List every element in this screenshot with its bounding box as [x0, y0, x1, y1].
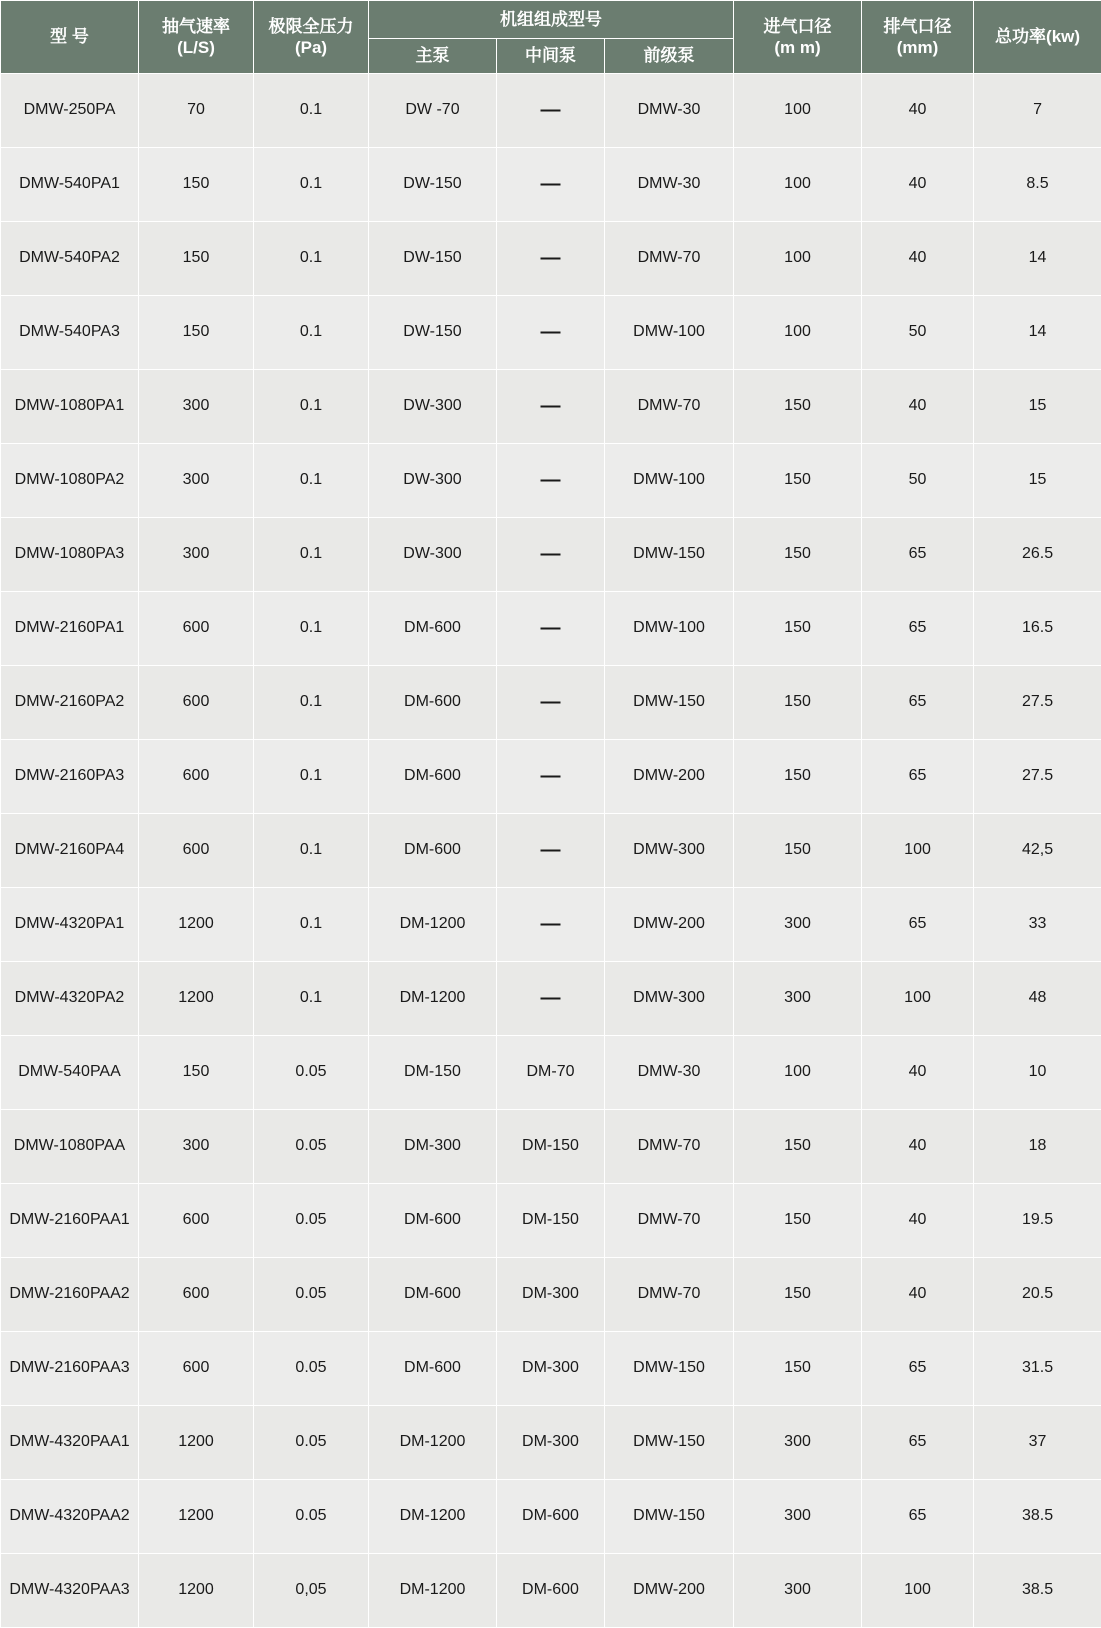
cell-inlet-diameter: 150: [734, 443, 862, 517]
cell-inlet-diameter: 100: [734, 221, 862, 295]
cell-main-pump: DM-600: [369, 1257, 497, 1331]
cell-ultimate-pressure: 0.1: [254, 443, 369, 517]
cell-outlet-diameter: 40: [862, 147, 974, 221]
cell-inlet-diameter: 150: [734, 813, 862, 887]
cell-model: DMW-2160PAA3: [1, 1331, 139, 1405]
cell-total-power: 27.5: [974, 665, 1101, 739]
cell-total-power: 14: [974, 295, 1101, 369]
cell-fore-pump: DMW-200: [605, 739, 734, 813]
cell-intermediate-pump: DM-70: [497, 1035, 605, 1109]
cell-ultimate-pressure: 0.05: [254, 1331, 369, 1405]
cell-outlet-diameter: 100: [862, 961, 974, 1035]
cell-pumping-speed: 1200: [139, 961, 254, 1035]
cell-main-pump: DM-600: [369, 591, 497, 665]
cell-pumping-speed: 600: [139, 665, 254, 739]
cell-inlet-diameter: 300: [734, 1405, 862, 1479]
cell-model: DMW-1080PA1: [1, 369, 139, 443]
cell-outlet-diameter: 65: [862, 517, 974, 591]
cell-outlet-diameter: 40: [862, 221, 974, 295]
cell-ultimate-pressure: 0.1: [254, 369, 369, 443]
cell-total-power: 8.5: [974, 147, 1101, 221]
table-row: [1, 517, 1101, 591]
cell-outlet-diameter: 65: [862, 739, 974, 813]
cell-outlet-diameter: 40: [862, 1109, 974, 1183]
cell-pumping-speed: 150: [139, 295, 254, 369]
cell-ultimate-pressure: 0.1: [254, 517, 369, 591]
cell-main-pump: DM-1200: [369, 1553, 497, 1627]
cell-ultimate-pressure: 0,05: [254, 1553, 369, 1627]
cell-main-pump: DM-600: [369, 1331, 497, 1405]
cell-outlet-diameter: 50: [862, 295, 974, 369]
table-body: [1, 73, 1101, 1627]
table-header: [1, 1, 1101, 74]
cell-ultimate-pressure: 0.05: [254, 1109, 369, 1183]
cell-main-pump: DM-1200: [369, 1479, 497, 1553]
table-row: [1, 961, 1101, 1035]
cell-total-power: 26.5: [974, 517, 1101, 591]
cell-ultimate-pressure: 0.1: [254, 665, 369, 739]
cell-intermediate-pump: —: [497, 739, 605, 813]
cell-inlet-diameter: 300: [734, 1479, 862, 1553]
cell-main-pump: DM-1200: [369, 961, 497, 1035]
cell-intermediate-pump: —: [497, 147, 605, 221]
cell-main-pump: DW-150: [369, 221, 497, 295]
cell-pumping-speed: 600: [139, 1331, 254, 1405]
cell-pumping-speed: 300: [139, 1109, 254, 1183]
cell-inlet-diameter: 300: [734, 887, 862, 961]
header-main-pump: 主泵: [369, 39, 497, 73]
cell-intermediate-pump: DM-150: [497, 1109, 605, 1183]
cell-main-pump: DW-150: [369, 147, 497, 221]
cell-outlet-diameter: 40: [862, 73, 974, 147]
cell-outlet-diameter: 40: [862, 1183, 974, 1257]
cell-total-power: 18: [974, 1109, 1101, 1183]
cell-ultimate-pressure: 0.1: [254, 295, 369, 369]
cell-model: DMW-2160PA1: [1, 591, 139, 665]
cell-model: DMW-1080PA2: [1, 443, 139, 517]
cell-outlet-diameter: 100: [862, 1553, 974, 1627]
cell-pumping-speed: 600: [139, 813, 254, 887]
cell-model: DMW-2160PA3: [1, 739, 139, 813]
cell-fore-pump: DMW-300: [605, 961, 734, 1035]
table-row: [1, 1035, 1101, 1109]
cell-intermediate-pump: —: [497, 369, 605, 443]
cell-outlet-diameter: 65: [862, 1405, 974, 1479]
cell-model: DMW-250PA: [1, 73, 139, 147]
cell-pumping-speed: 1200: [139, 1553, 254, 1627]
cell-inlet-diameter: 150: [734, 369, 862, 443]
cell-total-power: 38.5: [974, 1553, 1101, 1627]
cell-outlet-diameter: 65: [862, 591, 974, 665]
cell-pumping-speed: 300: [139, 443, 254, 517]
header-ultimate-pressure: 极限全压力 (Pa): [254, 1, 369, 74]
cell-pumping-speed: 1200: [139, 1405, 254, 1479]
table-row: [1, 887, 1101, 961]
cell-inlet-diameter: 150: [734, 739, 862, 813]
cell-intermediate-pump: —: [497, 665, 605, 739]
cell-main-pump: DW-300: [369, 443, 497, 517]
cell-pumping-speed: 600: [139, 1257, 254, 1331]
cell-main-pump: DM-600: [369, 813, 497, 887]
cell-main-pump: DM-1200: [369, 887, 497, 961]
cell-model: DMW-540PAA: [1, 1035, 139, 1109]
cell-total-power: 33: [974, 887, 1101, 961]
cell-main-pump: DM-600: [369, 665, 497, 739]
cell-ultimate-pressure: 0.05: [254, 1035, 369, 1109]
cell-intermediate-pump: —: [497, 73, 605, 147]
cell-intermediate-pump: —: [497, 221, 605, 295]
cell-fore-pump: DMW-200: [605, 1553, 734, 1627]
cell-main-pump: DM-1200: [369, 1405, 497, 1479]
cell-inlet-diameter: 100: [734, 147, 862, 221]
cell-inlet-diameter: 150: [734, 591, 862, 665]
cell-pumping-speed: 70: [139, 73, 254, 147]
cell-total-power: 15: [974, 443, 1101, 517]
table-row: [1, 1257, 1101, 1331]
cell-total-power: 27.5: [974, 739, 1101, 813]
cell-intermediate-pump: DM-300: [497, 1257, 605, 1331]
cell-model: DMW-4320PAA3: [1, 1553, 139, 1627]
table-row: [1, 147, 1101, 221]
cell-intermediate-pump: —: [497, 443, 605, 517]
cell-fore-pump: DMW-30: [605, 147, 734, 221]
cell-model: DMW-2160PA2: [1, 665, 139, 739]
cell-outlet-diameter: 40: [862, 1257, 974, 1331]
cell-pumping-speed: 150: [139, 221, 254, 295]
cell-ultimate-pressure: 0.05: [254, 1257, 369, 1331]
cell-main-pump: DW-150: [369, 295, 497, 369]
cell-total-power: 10: [974, 1035, 1101, 1109]
cell-outlet-diameter: 40: [862, 1035, 974, 1109]
table-row: [1, 1479, 1101, 1553]
cell-inlet-diameter: 150: [734, 1331, 862, 1405]
cell-intermediate-pump: —: [497, 517, 605, 591]
cell-ultimate-pressure: 0.1: [254, 147, 369, 221]
table-row: [1, 591, 1101, 665]
cell-inlet-diameter: 100: [734, 73, 862, 147]
cell-pumping-speed: 1200: [139, 887, 254, 961]
header-intermediate-pump: 中间泵: [497, 39, 605, 73]
cell-fore-pump: DMW-30: [605, 1035, 734, 1109]
cell-fore-pump: DMW-70: [605, 1109, 734, 1183]
cell-fore-pump: DMW-150: [605, 1405, 734, 1479]
cell-pumping-speed: 300: [139, 517, 254, 591]
header-inlet-diameter: 进气口径 (m m): [734, 1, 862, 74]
cell-inlet-diameter: 150: [734, 1109, 862, 1183]
cell-fore-pump: DMW-30: [605, 73, 734, 147]
cell-pumping-speed: 150: [139, 147, 254, 221]
table-row: [1, 1109, 1101, 1183]
table-row: [1, 665, 1101, 739]
cell-intermediate-pump: —: [497, 961, 605, 1035]
cell-model: DMW-2160PAA2: [1, 1257, 139, 1331]
cell-model: DMW-4320PA1: [1, 887, 139, 961]
cell-inlet-diameter: 100: [734, 295, 862, 369]
cell-fore-pump: DMW-150: [605, 1331, 734, 1405]
cell-ultimate-pressure: 0.1: [254, 591, 369, 665]
cell-outlet-diameter: 100: [862, 813, 974, 887]
cell-total-power: 37: [974, 1405, 1101, 1479]
cell-model: DMW-4320PAA2: [1, 1479, 139, 1553]
cell-outlet-diameter: 65: [862, 887, 974, 961]
cell-total-power: 15: [974, 369, 1101, 443]
header-unit-group: 机组组成型号: [369, 1, 734, 39]
header-fore-pump: 前级泵: [605, 39, 734, 73]
cell-model: DMW-540PA3: [1, 295, 139, 369]
cell-main-pump: DW-300: [369, 369, 497, 443]
cell-pumping-speed: 1200: [139, 1479, 254, 1553]
cell-total-power: 48: [974, 961, 1101, 1035]
cell-fore-pump: DMW-70: [605, 221, 734, 295]
cell-fore-pump: DMW-100: [605, 443, 734, 517]
cell-total-power: 20.5: [974, 1257, 1101, 1331]
cell-model: DMW-2160PAA1: [1, 1183, 139, 1257]
cell-outlet-diameter: 40: [862, 369, 974, 443]
cell-outlet-diameter: 65: [862, 1331, 974, 1405]
cell-pumping-speed: 150: [139, 1035, 254, 1109]
cell-pumping-speed: 300: [139, 369, 254, 443]
table-row: [1, 1553, 1101, 1627]
cell-fore-pump: DMW-70: [605, 369, 734, 443]
table-row: [1, 1405, 1101, 1479]
cell-intermediate-pump: —: [497, 887, 605, 961]
cell-fore-pump: DMW-200: [605, 887, 734, 961]
cell-ultimate-pressure: 0.1: [254, 813, 369, 887]
cell-fore-pump: DMW-150: [605, 665, 734, 739]
cell-outlet-diameter: 65: [862, 1479, 974, 1553]
cell-ultimate-pressure: 0.05: [254, 1479, 369, 1553]
cell-model: DMW-4320PA2: [1, 961, 139, 1035]
cell-ultimate-pressure: 0.1: [254, 739, 369, 813]
cell-intermediate-pump: —: [497, 813, 605, 887]
table-row: [1, 369, 1101, 443]
header-model: 型 号: [1, 1, 139, 74]
cell-inlet-diameter: 150: [734, 517, 862, 591]
cell-fore-pump: DMW-150: [605, 517, 734, 591]
table-row: [1, 813, 1101, 887]
cell-main-pump: DW-300: [369, 517, 497, 591]
table-header-row-1: [1, 1, 1101, 39]
cell-intermediate-pump: DM-300: [497, 1331, 605, 1405]
cell-intermediate-pump: DM-600: [497, 1553, 605, 1627]
cell-fore-pump: DMW-100: [605, 591, 734, 665]
cell-model: DMW-1080PAA: [1, 1109, 139, 1183]
cell-model: DMW-2160PA4: [1, 813, 139, 887]
table-row: [1, 221, 1101, 295]
table-row: [1, 443, 1101, 517]
cell-inlet-diameter: 100: [734, 1035, 862, 1109]
cell-model: DMW-4320PAA1: [1, 1405, 139, 1479]
cell-main-pump: DM-300: [369, 1109, 497, 1183]
cell-main-pump: DM-150: [369, 1035, 497, 1109]
cell-pumping-speed: 600: [139, 739, 254, 813]
cell-inlet-diameter: 300: [734, 961, 862, 1035]
cell-model: DMW-1080PA3: [1, 517, 139, 591]
table-row: [1, 1183, 1101, 1257]
cell-pumping-speed: 600: [139, 591, 254, 665]
cell-fore-pump: DMW-150: [605, 1479, 734, 1553]
cell-intermediate-pump: —: [497, 591, 605, 665]
cell-ultimate-pressure: 0.1: [254, 221, 369, 295]
cell-ultimate-pressure: 0.1: [254, 887, 369, 961]
cell-total-power: 16.5: [974, 591, 1101, 665]
cell-fore-pump: DMW-70: [605, 1183, 734, 1257]
cell-inlet-diameter: 300: [734, 1553, 862, 1627]
cell-total-power: 14: [974, 221, 1101, 295]
table-row: [1, 295, 1101, 369]
cell-fore-pump: DMW-70: [605, 1257, 734, 1331]
cell-main-pump: DM-600: [369, 1183, 497, 1257]
cell-outlet-diameter: 50: [862, 443, 974, 517]
cell-ultimate-pressure: 0.1: [254, 73, 369, 147]
cell-fore-pump: DMW-100: [605, 295, 734, 369]
cell-model: DMW-540PA1: [1, 147, 139, 221]
cell-total-power: 19.5: [974, 1183, 1101, 1257]
header-total-power: 总功率(kw): [974, 1, 1101, 74]
table-row: [1, 73, 1101, 147]
cell-intermediate-pump: DM-300: [497, 1405, 605, 1479]
header-pumping-speed: 抽气速率 (L/S): [139, 1, 254, 74]
cell-intermediate-pump: DM-600: [497, 1479, 605, 1553]
cell-outlet-diameter: 65: [862, 665, 974, 739]
cell-intermediate-pump: DM-150: [497, 1183, 605, 1257]
cell-main-pump: DM-600: [369, 739, 497, 813]
cell-total-power: 31.5: [974, 1331, 1101, 1405]
cell-inlet-diameter: 150: [734, 1257, 862, 1331]
header-outlet-diameter: 排气口径 (mm): [862, 1, 974, 74]
cell-total-power: 7: [974, 73, 1101, 147]
cell-inlet-diameter: 150: [734, 665, 862, 739]
cell-ultimate-pressure: 0.05: [254, 1405, 369, 1479]
cell-ultimate-pressure: 0.1: [254, 961, 369, 1035]
cell-total-power: 42,5: [974, 813, 1101, 887]
table-row: [1, 1331, 1101, 1405]
cell-model: DMW-540PA2: [1, 221, 139, 295]
cell-intermediate-pump: —: [497, 295, 605, 369]
cell-pumping-speed: 600: [139, 1183, 254, 1257]
cell-main-pump: DW -70: [369, 73, 497, 147]
cell-ultimate-pressure: 0.05: [254, 1183, 369, 1257]
table-row: [1, 739, 1101, 813]
cell-total-power: 38.5: [974, 1479, 1101, 1553]
cell-fore-pump: DMW-300: [605, 813, 734, 887]
cell-inlet-diameter: 150: [734, 1183, 862, 1257]
